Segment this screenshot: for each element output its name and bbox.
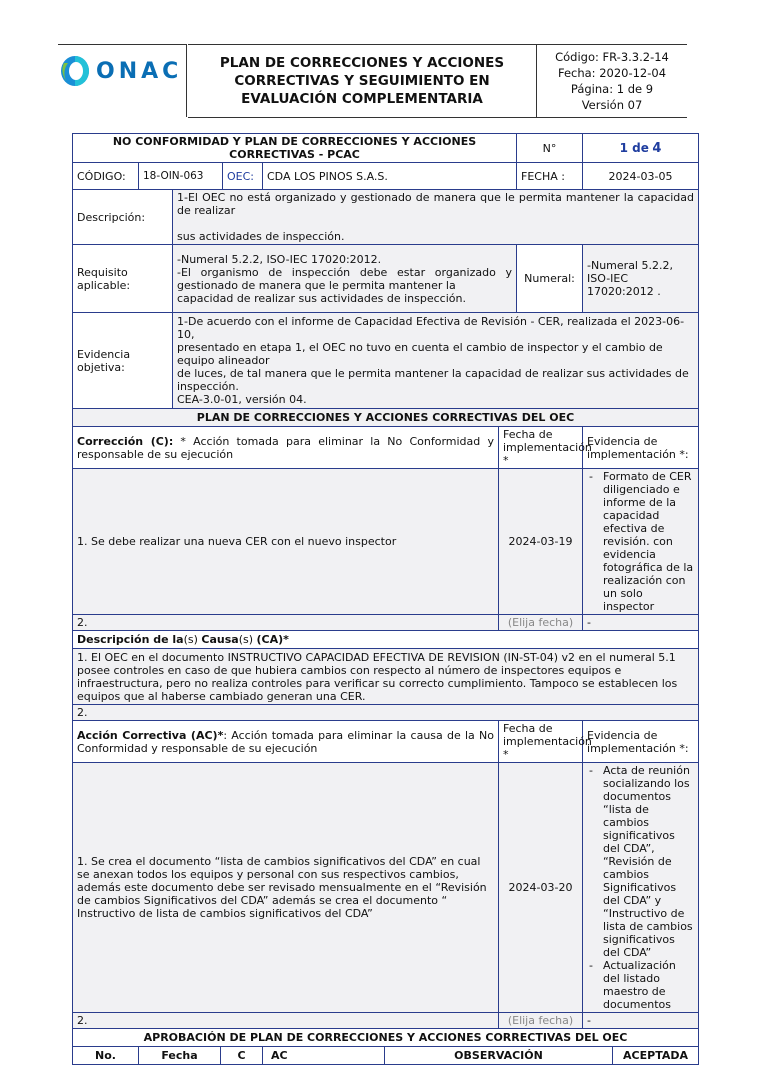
- codigo-value[interactable]: 18-OIN-063: [139, 163, 223, 190]
- correccion-desc: * Acción tomada para eliminar la No Conformidad y responsable de su ejecución: [77, 434, 494, 461]
- col-c: C: [221, 1047, 263, 1065]
- evidencia-label: Evidencia objetiva:: [73, 313, 173, 409]
- causa-label-c: Causa: [201, 633, 239, 646]
- correccion-row-2[interactable]: 2.: [73, 615, 499, 631]
- pcac-table: [72, 133, 699, 1065]
- document-title: PLAN DE CORRECCIONES Y ACCIONES CORRECTIVAS Y SEGUIMIENTO EN EVALUACIÓN COMPLEMENTARIA: [188, 44, 536, 118]
- col-no: No.: [73, 1047, 139, 1065]
- descripcion-line-1: 1-El OEC no está organizado y gestionado de manera que le permita mantener la capacidad de realizar: [177, 191, 695, 217]
- ac-desc: : Acción tomada para eliminar la causa de la No Conformidad y responsable de su ejecución: [77, 728, 494, 755]
- evidencia-line-4: CEA-3.0-01, versión 04.: [177, 393, 307, 406]
- causa-label-d: (s): [238, 633, 257, 646]
- causa-row-1[interactable]: 1. El OEC en el documento INSTRUCTIVO CAPACIDAD EFECTIVA DE REVISION (IN-ST-04) v2 en el numeral 5.1 posee controles en caso de que hubiera cambios con respecto al número de inspectores equipos e infraestructura, pero no realiza controles para verificar su correcto cumplimiento. Tampoco se establecen los equipos que al haberse cambiado generan una CER.: [73, 649, 699, 705]
- correccion-evidence-item: - Formato de CER diligenciado e informe de la capacidad efectiva de revisión. con evidencia fotográfica de la realización con un solo inspector: [599, 470, 694, 613]
- ac-label: Acción Correctiva (AC)*: [77, 728, 224, 742]
- correccion-header: [73, 427, 499, 469]
- oec-label: OEC:: [223, 163, 263, 190]
- ac-row-2-evidence[interactable]: -: [583, 1013, 699, 1029]
- doc-version: Versión 07: [581, 98, 643, 112]
- fecha-value[interactable]: 2024-03-05: [583, 163, 699, 190]
- numeral-label: Numeral:: [517, 245, 583, 313]
- requisito-label: Requisito aplicable:: [73, 245, 173, 313]
- evidencia-text[interactable]: [173, 313, 699, 409]
- ac-row-1-evidence[interactable]: [583, 763, 699, 1013]
- correccion-row-1-evidence[interactable]: [583, 469, 699, 615]
- ac-evidencia-impl-header: Evidencia de implementación *:: [583, 721, 699, 763]
- correccion-row-2-date[interactable]: (Elija fecha): [499, 615, 583, 631]
- nc-title: NO CONFORMIDAD Y PLAN DE CORRECCIONES Y ACCIONES CORRECTIVAS - PCAC: [73, 134, 517, 163]
- logo-text: ONAC: [96, 58, 183, 84]
- col-aceptada: ACEPTADA: [613, 1047, 699, 1065]
- descripcion-text[interactable]: [173, 190, 699, 245]
- causa-label-e: (CA)*: [256, 633, 289, 646]
- requisito-text[interactable]: [173, 245, 517, 313]
- onac-logo: [58, 53, 182, 89]
- document-header: [58, 44, 686, 118]
- numeral-value[interactable]: -Numeral 5.2.2, ISO-IEC 17020:2012 .: [583, 245, 699, 313]
- correccion-row-1-date[interactable]: 2024-03-19: [499, 469, 583, 615]
- doc-page: Página: 1 de 9: [570, 82, 654, 96]
- n-total: 4: [652, 140, 662, 156]
- onac-logo-icon: [58, 53, 92, 89]
- ac-evidence-item-2: - Actualización del listado maestro de documentos: [599, 959, 694, 1011]
- n-value: 1 de: [619, 140, 649, 155]
- causa-label-b: (s): [183, 633, 202, 646]
- fecha-impl-header: Fecha de implementación *: [499, 427, 583, 469]
- ac-row-2-date[interactable]: (Elija fecha): [499, 1013, 583, 1029]
- correccion-label: Corrección (C):: [77, 434, 174, 448]
- col-fecha: Fecha: [139, 1047, 221, 1065]
- descripcion-label: Descripción:: [73, 190, 173, 245]
- requisito-line-3: capacidad de realizar sus actividades de inspección.: [177, 291, 466, 305]
- col-observacion: OBSERVACIÓN: [385, 1047, 613, 1065]
- descripcion-line-2: sus actividades de inspección.: [177, 230, 345, 243]
- logo-cell: [58, 44, 187, 117]
- n-label: N°: [517, 134, 583, 163]
- evidencia-line-3: de luces, de tal manera que le permita mantener la capacidad de realizar sus actividades de inspección.: [177, 367, 689, 393]
- evidencia-impl-header: Evidencia de implementación *:: [583, 427, 699, 469]
- requisito-line-2: -El organismo de inspección debe estar organizado y gestionado de manera que le permita mantener la: [177, 265, 513, 292]
- requisito-line-1: -Numeral 5.2.2, ISO-IEC 17020:2012.: [177, 252, 382, 266]
- n-value-cell: [583, 134, 699, 163]
- evidencia-line-2: presentado en etapa 1, el OEC no tuvo en cuenta el cambio de inspector y el cambio de equipo alineador: [177, 341, 663, 367]
- aprobacion-title: APROBACIÓN DE PLAN DE CORRECCIONES Y ACCIONES CORRECTIVAS DEL OEC: [73, 1029, 699, 1047]
- doc-code: Código: FR-3.3.2-14: [555, 50, 669, 64]
- correccion-row-1[interactable]: 1. Se debe realizar una nueva CER con el nuevo inspector: [73, 469, 499, 615]
- plan-title: PLAN DE CORRECCIONES Y ACCIONES CORRECTIVAS DEL OEC: [73, 409, 699, 427]
- ac-header: [73, 721, 499, 763]
- col-ac: AC: [263, 1047, 385, 1065]
- ac-row-1[interactable]: 1. Se crea el documento “lista de cambios significativos del CDA” en cual se anexan todos los equipos y personal con sus respectivos cambios, además este documento debe ser revisado mensualmente en el “Revisión de cambios Significativos del CDA” además se crea el documento “ Instructivo de lista de cambios significativos del CDA”: [73, 763, 499, 1013]
- causa-label-a: Descripción de la: [77, 633, 184, 646]
- codigo-label: CÓDIGO:: [73, 163, 139, 190]
- document-meta: [536, 44, 687, 118]
- correccion-row-2-evidence[interactable]: -: [583, 615, 699, 631]
- ac-fecha-impl-header: Fecha de implementación *: [499, 721, 583, 763]
- fecha-label: FECHA :: [517, 163, 583, 190]
- ac-evidence-item-1: - Acta de reunión socializando los documentos “lista de cambios significativos del CDA”, “Revisión de cambios Significativos del CDA” y “Instructivo de lista de cambios significativos del CDA”: [599, 764, 694, 959]
- doc-date: Fecha: 2020-12-04: [557, 66, 667, 80]
- causa-header: [73, 631, 699, 649]
- evidencia-line-1: 1-De acuerdo con el informe de Capacidad Efectiva de Revisión - CER, realizada el 2023-06-10,: [177, 315, 685, 341]
- ac-row-1-date[interactable]: 2024-03-20: [499, 763, 583, 1013]
- oec-value[interactable]: CDA LOS PINOS S.A.S.: [263, 163, 517, 190]
- causa-row-2[interactable]: 2.: [73, 705, 699, 721]
- ac-row-2[interactable]: 2.: [73, 1013, 499, 1029]
